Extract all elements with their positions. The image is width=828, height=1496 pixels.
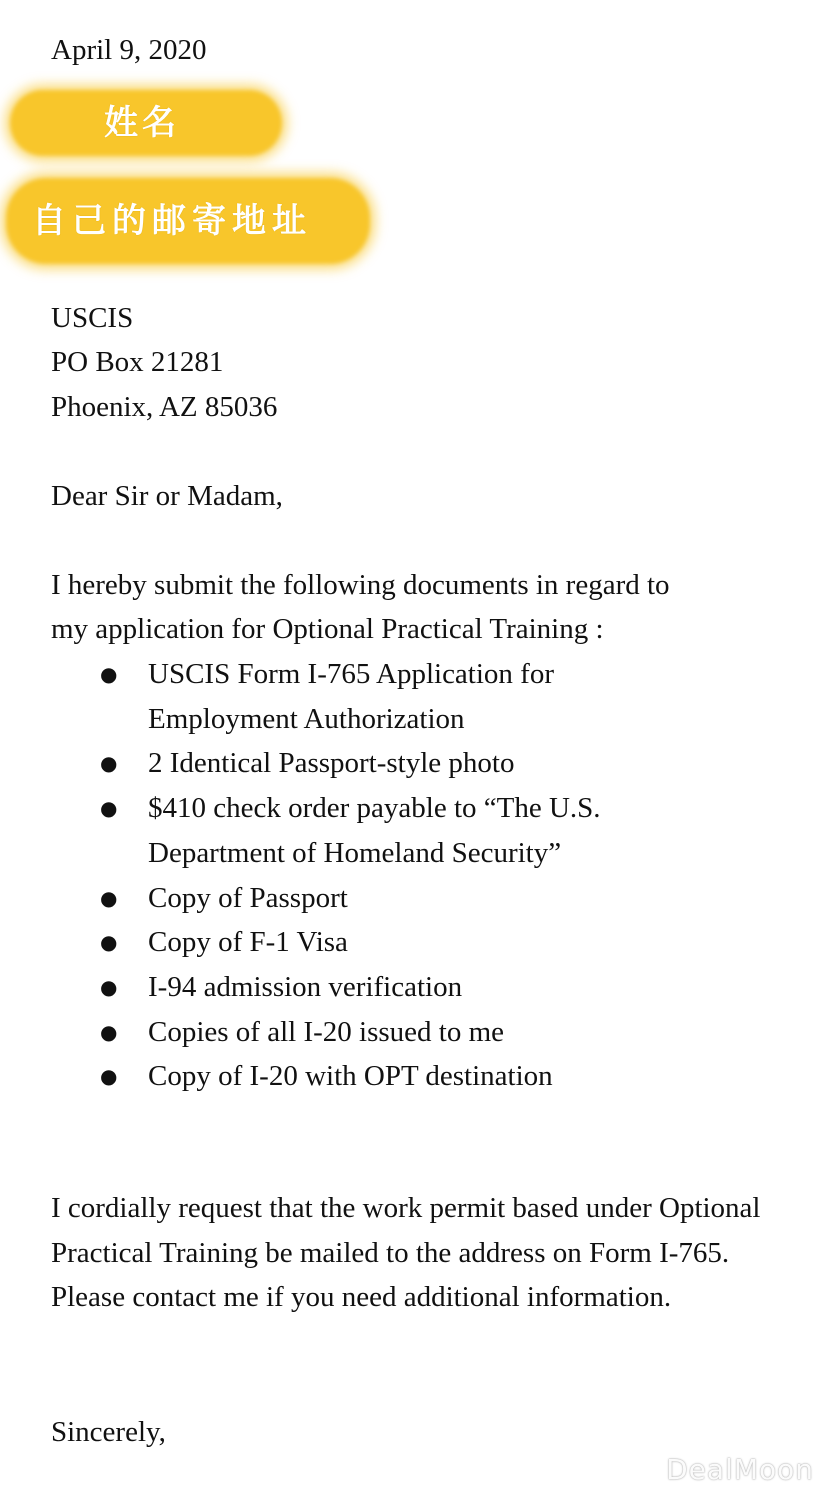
recipient-po-box: PO Box 21281 [51,346,224,378]
recipient-city-line: Phoenix, AZ 85036 [51,391,278,423]
sender-name-placeholder: 姓名 [104,103,180,143]
bullet-icon: ● [100,885,118,910]
list-item [0,741,688,786]
intro-line-2: my application for Optional Practical Training : [51,613,604,645]
list-item [0,1054,688,1099]
document-item-text: USCIS Form I-765 Application for Employment Authorization [148,658,554,735]
bullet-icon: ● [100,974,118,999]
recipient-name: USCIS [51,302,134,334]
list-item [0,652,688,741]
bullet-icon: ● [100,662,118,686]
document-item-text: Copies of all I-20 issued to me [148,1015,505,1048]
document-item-text: $410 check order payable to “The U.S. Department of Homeland Security” [148,792,601,869]
list-item [0,876,688,921]
closing: Sincerely, [51,1416,166,1448]
document-item-text: Copy of F-1 Visa [148,926,348,959]
document-list [0,652,688,1099]
document-item-text: Copy of I-20 with OPT destination [148,1060,553,1093]
bullet-icon: ● [100,1064,118,1089]
intro-line-1: I hereby submit the following documents in regard to [51,569,670,601]
list-item [0,965,688,1010]
list-item [0,1010,688,1055]
bullet-icon: ● [100,796,118,821]
bullet-icon: ● [100,1019,118,1044]
document-item-text: I-94 admission verification [148,970,463,1003]
document-item-text: Copy of Passport [148,881,348,914]
request-paragraph: I cordially request that the work permit based under Optional Practical Training be mailed to the address on Form I-765. Please contact me if you need additional information. [51,1192,761,1314]
list-item [0,786,688,875]
document-item-text: 2 Identical Passport-style photo [148,747,515,780]
bullet-icon: ● [100,930,118,955]
dealmoon-watermark: DealMoon [666,1453,814,1486]
bullet-icon: ● [100,751,118,776]
letter-date: April 9, 2020 [51,34,207,66]
salutation: Dear Sir or Madam, [51,480,283,512]
list-item [0,920,688,965]
sender-address-placeholder: 自己的邮寄地址 [32,201,312,241]
